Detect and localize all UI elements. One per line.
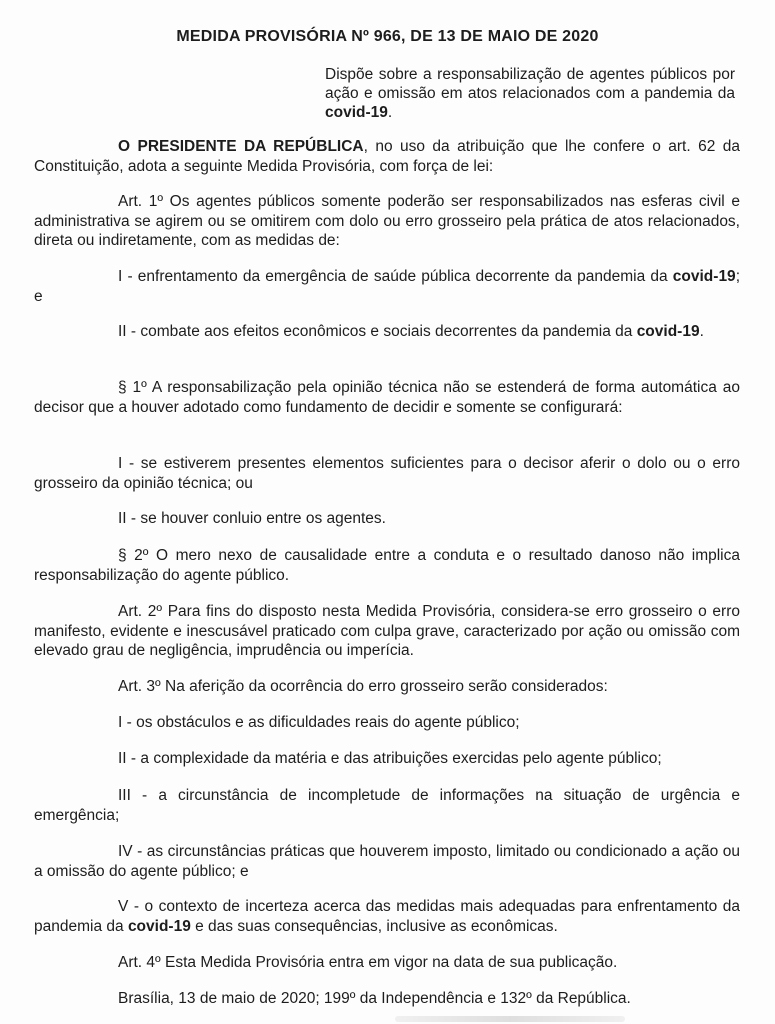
ementa-end: .	[387, 104, 393, 121]
article-3-item-v-bold: covid-19	[127, 917, 191, 935]
article-1-item-ii-bold: covid-19	[636, 323, 700, 340]
article-3-item-v-text: V - o contexto de incerteza acerca das medidas mais adequadas para enfrentamento da pandemia da	[34, 898, 740, 935]
article-3	[34, 677, 740, 697]
article-3-item-ii-text: II - a complexidade da matéria e das atribuições exercidas pelo agente público;	[118, 750, 662, 767]
article-3-item-i-text: I - os obstáculos e as dificuldades reais do agente público;	[118, 714, 520, 731]
paragraph-1-item-i-text: I - se estiverem presentes elementos suficientes para o decisor aferir o dolo ou o erro grosseiro da opinião técnica; ou	[34, 455, 740, 492]
closing-line	[34, 989, 740, 1009]
article-1-item-ii-text: II - combate aos efeitos econômicos e sociais decorrentes da pandemia da	[118, 323, 637, 340]
article-1-item-ii-end: .	[699, 323, 704, 340]
ementa-bold: covid-19	[325, 104, 388, 121]
preamble-text: , no uso da atribuição que lhe confere o art. 62 da Constituição, adota a seguinte Medida Provisória, com força de lei:	[34, 138, 740, 175]
paragraph-2	[34, 546, 740, 585]
article-3-item-i	[34, 713, 740, 733]
preamble-bold: O PRESIDENTE DA REPÚBLICA	[118, 138, 364, 155]
paragraph-1	[34, 378, 740, 417]
article-3-text: Art. 3º Na aferição da ocorrência do erro grosseiro serão considerados:	[118, 678, 608, 695]
article-1-item-ii	[34, 322, 740, 342]
article-3-item-iii	[34, 786, 740, 825]
article-3-item-iv	[34, 842, 740, 881]
article-1-item-i-bold: covid-19	[672, 268, 736, 285]
article-3-item-v-end: e das suas consequências, inclusive as econômicas.	[190, 917, 558, 935]
paragraph-1-item-i	[34, 454, 740, 493]
article-1-item-i-text: I - enfrentamento da emergência de saúde pública decorrente da pandemia da	[118, 268, 673, 285]
ementa-text: Dispõe sobre a responsabilização de agentes públicos por ação e omissão em atos relacionados com a pandemia da	[325, 66, 735, 102]
article-3-item-v	[34, 897, 740, 936]
article-2-text: Art. 2º Para fins do disposto nesta Medida Provisória, considera-se erro grosseiro o erro manifesto, evidente e inescusável praticado com culpa grave, caracterizado por ação ou omissão com elevado grau de negligência, imprudência ou imperícia.	[34, 603, 740, 659]
article-4	[34, 953, 740, 973]
article-1-item-i-end: ; e	[34, 268, 740, 305]
article-4-text: Art. 4º Esta Medida Provisória entra em vigor na data de sua publicação.	[118, 954, 618, 971]
article-3-item-iv-text: IV - as circunstâncias práticas que houverem imposto, limitado ou condicionado a ação ou a omissão do agente público; e	[34, 843, 740, 880]
paragraph-1-text: § 1º A responsabilização pela opinião técnica não se estenderá de forma automática ao decisor que a houver adotado como fundamento de decidir e somente se configurará:	[34, 379, 740, 416]
document-title: MEDIDA PROVISÓRIA Nº 966, DE 13 DE MAIO DE 2020	[176, 28, 599, 45]
article-1-text: Art. 1º Os agentes públicos somente poderão ser responsabilizados nas esferas civil e administrativa se agirem ou se omitirem com dolo ou erro grosseiro pela prática de atos relacionados, direta ou indiretamente, com as medidas de:	[34, 193, 740, 249]
article-1-item-i	[34, 267, 740, 306]
article-1	[34, 192, 740, 251]
preamble	[34, 137, 740, 176]
paragraph-2-text: § 2º O mero nexo de causalidade entre a conduta e o resultado danoso não implica responsabilização do agente público.	[34, 547, 740, 584]
article-3-item-ii	[34, 749, 740, 769]
paragraph-1-item-ii-text: II - se houver conluio entre os agentes.	[118, 510, 386, 527]
ementa	[325, 65, 735, 122]
closing-text: Brasília, 13 de maio de 2020; 199º da Independência e 132º da República.	[118, 990, 631, 1007]
signature-smudge	[395, 1016, 625, 1022]
article-2	[34, 602, 740, 661]
article-3-item-iii-text: III - a circunstância de incompletude de informações na situação de urgência e emergência;	[34, 787, 740, 824]
paragraph-1-item-ii	[34, 509, 740, 529]
